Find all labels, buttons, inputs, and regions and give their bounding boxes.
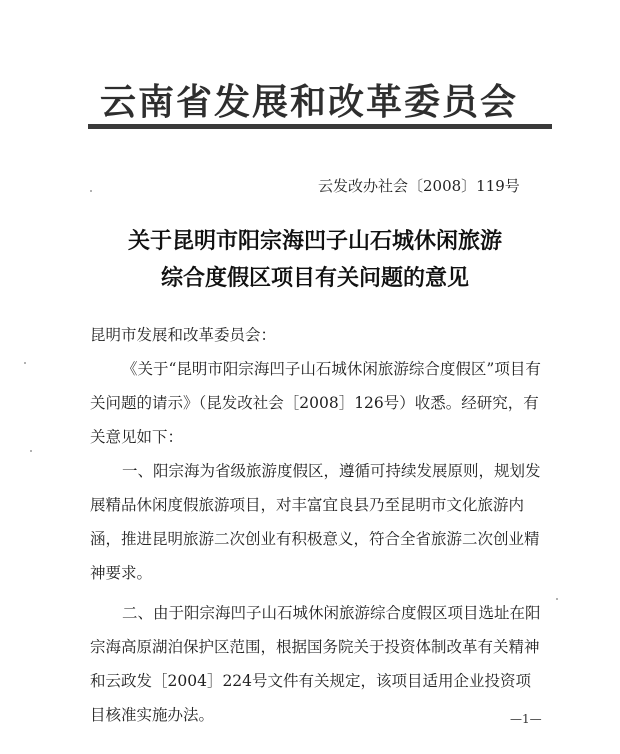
paragraph-opinion-2: 二、由于阳宗海凹子山石城休闲旅游综合度假区项目选址在阳宗海高原湖泊保护区范围，根据国务院关于投资体制改革有关精神和云政发［2004］224号文件有关规定，该项目适用企业投资项目核准实施办法。 <box>90 604 541 724</box>
title-line-2: 综合度假区项目有关问题的意见 <box>160 265 469 291</box>
scan-speck <box>556 598 558 600</box>
document-number: 云发改办社会〔2008〕119号 <box>318 177 520 195</box>
salutation: 昆明市发展和改革委员会： <box>90 326 277 344</box>
paragraph-opinion-1: 一、阳宗海为省级旅游度假区，遵循可持续发展原则，规划发展精品休闲度假旅游项目，对丰富宜良县乃至昆明市文化旅游内涵，推进昆明旅游二次创业有积极意义，符合全省旅游二次创业精神要求。 <box>90 462 541 582</box>
document-body <box>90 318 546 732</box>
scan-speck <box>24 362 26 364</box>
scan-speck <box>30 450 32 452</box>
page-number: —1— <box>510 712 542 726</box>
scan-speck <box>90 190 92 192</box>
paragraph-request-reference: 《关于“昆明市阳宗海凹子山石城休闲旅游综合度假区”项目有关问题的请示》（昆发改社会［2008］126号）收悉。经研究，有关意见如下： <box>90 360 541 446</box>
document-title <box>80 223 550 297</box>
header-rule <box>88 124 552 129</box>
title-line-1: 关于昆明市阳宗海凹子山石城休闲旅游 <box>127 228 502 254</box>
issuer-header: 云南省发展和改革委员会 <box>100 82 519 123</box>
